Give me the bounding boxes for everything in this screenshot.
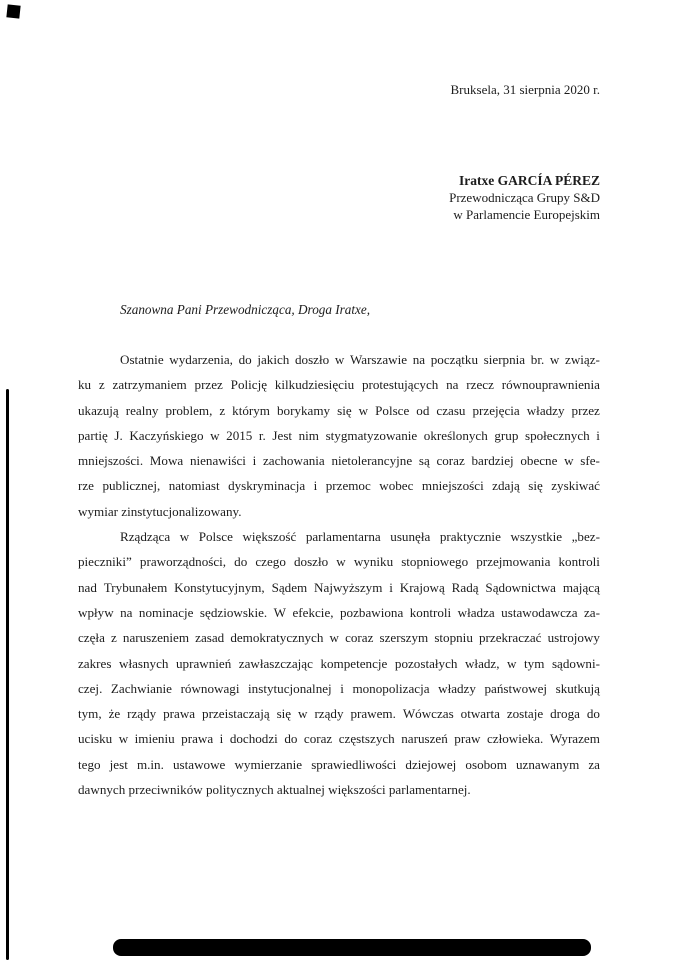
body-line: wymiar zinstytucjonalizowany. bbox=[78, 503, 242, 519]
body-line: tego jest m.in. ustawowe wymierzanie sprawiedliwości dziejowej osobom uznawanym za bbox=[78, 756, 600, 772]
body-line: Ostatnie wydarzenia, do jakich doszło w Warszawie na początku sierpnia br. w związ- bbox=[120, 352, 600, 367]
body-line: nad Trybunałem Konstytucyjnym, Sądem Najwyższym i Krajową Radą Sądownictwa mającą bbox=[78, 579, 600, 595]
scan-artifact-bottom-bar bbox=[113, 939, 591, 956]
body-line: ukazują realny problem, z którym borykamy się w Polsce od czasu przejęcia władzy przez bbox=[78, 402, 600, 418]
recipient-block bbox=[449, 172, 600, 223]
recipient-org: w Parlamencie Europejskim bbox=[453, 207, 600, 222]
body-line: pieczniki” praworządności, do czego doszło w wyniku stopniowego przejmowania kontroli bbox=[78, 554, 600, 570]
body-line: Rządząca w Polsce większość parlamentarna usunęła praktycznie wszystkie „bez- bbox=[120, 529, 600, 545]
body-line: częła z naruszeniem zasad demokratycznych w coraz szerszym stopniu przekraczać ustrojowy bbox=[78, 630, 600, 646]
scan-artifact-top-left bbox=[6, 4, 20, 18]
body-line: mniejszości. Mowa nienawiści i zachowania nietolerancyjne są coraz bardziej obecne w sfe- bbox=[78, 453, 600, 469]
body-line: wpływ na nominacje sędziowskie. W efekcie, pozbawiona kontroli władza ustawodawcza za- bbox=[78, 604, 600, 620]
salutation: Szanowna Pani Przewodnicząca, Droga Iratxe, bbox=[120, 302, 371, 317]
body-line: rze publicznej, natomiast dyskryminacja i przemoc wobec mniejszości zdają się zyskiwać bbox=[78, 478, 600, 494]
recipient-role: Przewodnicząca Grupy S&D bbox=[449, 190, 600, 205]
body-line: ucisku w imieniu prawa i dochodzi do coraz częstszych naruszeń praw człowieka. Wyrazem bbox=[78, 731, 600, 747]
letter-body bbox=[78, 347, 600, 802]
dateline: Bruksela, 31 sierpnia 2020 r. bbox=[450, 82, 600, 97]
recipient-name: Iratxe GARCÍA PÉREZ bbox=[459, 173, 600, 188]
body-line: tym, że rządy prawa przeistaczają się w rządy prawem. Wówczas otwarta zostaje droga do bbox=[78, 706, 600, 722]
body-line: zakres własnych uprawnień zawłaszczając kompetencje pozostałych władz, w tym sądowni- bbox=[78, 655, 600, 671]
scan-artifact-left-edge bbox=[6, 389, 9, 960]
body-line: partię J. Kaczyńskiego w 2015 r. Jest nim stygmatyzowanie określonych grup społecznych i bbox=[78, 427, 600, 443]
body-line: dawnych przeciwników politycznych aktualnej większości parlamentarnej. bbox=[78, 782, 471, 798]
body-line: czej. Zachwianie równowagi instytucjonalnej i monopolizacja władzy państwowej skutkują bbox=[78, 680, 600, 696]
body-line: ku z zatrzymaniem przez Policję kilkudziesięciu protestujących na rzecz równouprawnienia bbox=[78, 377, 600, 393]
